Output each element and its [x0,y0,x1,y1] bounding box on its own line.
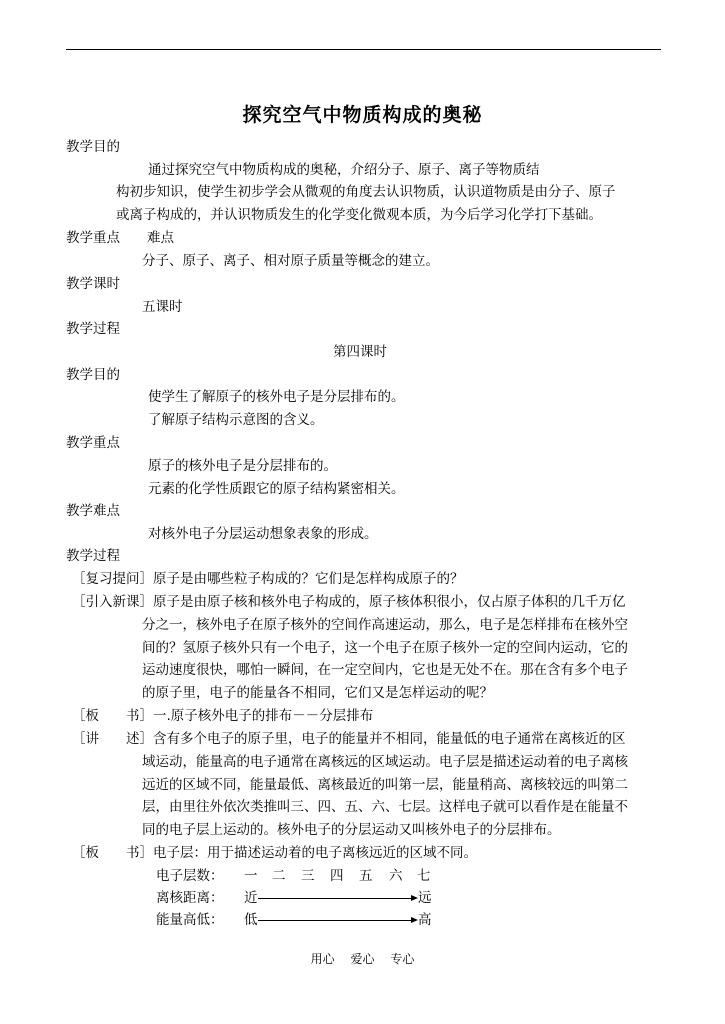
shell-count-label: 电子层数： [156,868,224,884]
shell-number: 五 [359,868,373,884]
header-rule [66,49,661,50]
right-arrow-icon [258,920,416,921]
paragraph-line: 原子的核外电子是分层排布的。 [148,458,337,474]
shell-number: 六 [389,868,403,884]
shell-number: 三 [301,868,315,884]
paragraph-line: 使学生了解原子的核外电子是分层排布的。 [148,389,405,405]
page-title: 探究空气中物质构成的奥秘 [242,104,483,126]
footer-text: 专心 [390,952,415,966]
intro-line: 运动速度很快，哪怕一瞬间，在一定空间内，它也是无处不在。那在含有多个电子 [142,662,628,678]
footer-text: 爱心 [350,952,375,966]
page-footer [0,950,725,967]
lecture-line: ［讲 述］含有多个电子的原子里，电子的能量并不相同，能量低的电子通常在离核近的区 [72,731,626,747]
lecture-line: 远近的区域不同，能量最低、离核最近的叫第一层，能量稍高、离核较远的叫第二 [142,777,628,793]
shell-number: 二 [272,868,286,884]
distance-far: 远 [418,890,432,906]
section-heading: 教学课时 [66,276,120,292]
footer-text: 用心 [310,952,335,966]
paragraph-line: 分子、原子、离子、相对原子质量等概念的建立。 [142,253,439,269]
paragraph-line: 或离子构成的，并认识物质发生的化学变化微观本质，为今后学习化学打下基础。 [116,207,602,223]
shell-number: 一 [244,868,258,884]
energy-label: 能量高低： [156,912,224,928]
board-note: ［板 书］电子层：用于描述运动着的电子离核远近的区域不同。 [72,845,477,861]
intro-line: 间的？氢原子核外只有一个电子，这一个电子在原子核外一定的空间内运动，它的 [142,640,628,656]
paragraph-line: 元素的化学性质跟它的原子结构紧密相关。 [148,481,405,497]
shell-number: 七 [417,868,431,884]
review-question: ［复习提问］原子是由哪些粒子构成的？它们是怎样构成原子的？ [72,571,464,587]
paragraph-line: 构初步知识，使学生初步学会从微观的角度去认识物质，认识道物质是由分子、原子 [116,184,616,200]
section-heading: 教学过程 [66,321,120,337]
section-heading: 教学过程 [66,548,120,564]
distance-label: 离核距离： [156,890,224,906]
paragraph-line: 五课时 [142,299,183,315]
paragraph-line: 了解原子结构示意图的含义。 [148,412,324,428]
section-heading: 教学目的 [66,139,120,155]
lesson-heading: 第四课时 [333,344,387,360]
energy-low: 低 [244,912,258,928]
paragraph-line: 对核外电子分层运动想象表象的形成。 [148,526,378,542]
section-heading: 教学重点 难点 [66,230,174,246]
energy-high: 高 [418,912,432,928]
intro-line: ［引入新课］原子是由原子核和核外电子构成的，原子核体积很小，仅占原子体积的几千万亿 [72,594,626,610]
lecture-line: 层，由里往外依次类推叫三、四、五、六、七层。这样电子就可以看作是在能量不 [142,799,628,815]
intro-line: 分之一，核外电子在原子核外的空间作高速运动，那么，电子是怎样排布在核外空 [142,617,628,633]
section-heading: 教学重点 [66,435,120,451]
distance-near: 近 [244,890,258,906]
lecture-line: 域运动，能量高的电子通常在离核远的区域运动。电子层是描述运动着的电子离核 [142,754,628,770]
intro-line: 的原子里，电子的能量各不相同，它们又是怎样运动的呢？ [142,685,493,701]
right-arrow-icon [258,898,416,899]
lecture-line: 同的电子层上运动的。核外电子的分层运动又叫核外电子的分层排布。 [142,822,561,838]
board-note: ［板 书］一.原子核外电子的排布－－分层排布 [72,708,374,724]
section-heading: 教学难点 [66,503,120,519]
section-heading: 教学目的 [66,367,120,383]
shell-number: 四 [330,868,344,884]
paragraph-line: 通过探究空气中物质构成的奥秘，介绍分子、原子、离子等物质结 [148,162,540,178]
